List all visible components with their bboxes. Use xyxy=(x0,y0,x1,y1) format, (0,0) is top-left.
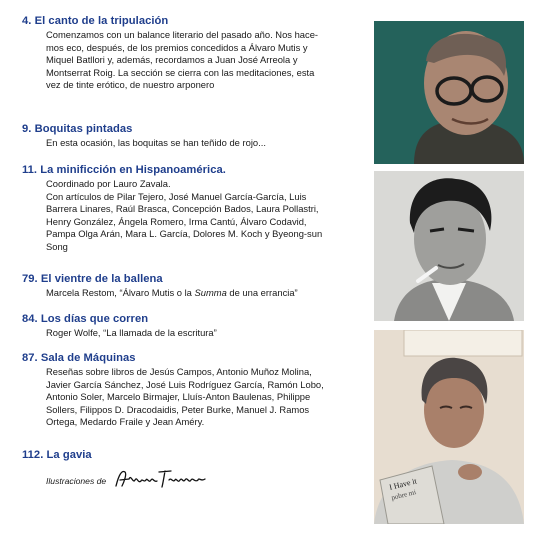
toc-entry-vientre[interactable] xyxy=(22,273,367,300)
toc-entry-boquitas[interactable] xyxy=(22,123,367,150)
toc-entry-canto[interactable] xyxy=(22,15,367,92)
entry-description: Marcela Restom, “Álvaro Mutis o la Summa de una errancia” xyxy=(46,287,298,298)
entry-description: Roger Wolfe, “La llamada de la escritura” xyxy=(46,327,217,338)
entry-title[interactable]: 79. El vientre de la ballena xyxy=(22,273,163,285)
entry-description: Reseñas sobre libros de Jesús Campos, Antonio Muñoz Molina, Javier García Sánchez, José Luis Rodríguez García, Ramón Lobo, Antonio Soler, Marcelo Birmajer, Lluís-Anton Baulenas, Philippe Sollers, Filippos D. Dracodaidis, Peter Burke, Manuel J. Ramos Ortega, Medardo Fraile y Jean Améry. xyxy=(46,366,324,428)
entry-title[interactable]: 4. El canto de la tripulación xyxy=(22,15,169,27)
book-cover-text-1: I Have it xyxy=(388,476,418,492)
man-with-cigarette-photo xyxy=(374,171,524,321)
illustrator-signature xyxy=(113,468,209,494)
toc-entry-minificcion[interactable] xyxy=(22,164,367,254)
entry-title[interactable]: 84. Los días que corren xyxy=(22,313,149,325)
entry-description: En esta ocasión, las boquitas se han teñido de rojo... xyxy=(46,137,266,148)
entry-title[interactable]: 112. La gavia xyxy=(22,449,92,461)
entry-description xyxy=(22,462,364,494)
entry-title[interactable]: 11. La minificción en Hispanoamérica. xyxy=(22,164,226,176)
entry-title[interactable]: 87. Sala de Máquinas xyxy=(22,352,136,364)
toc-entry-dias[interactable] xyxy=(22,313,367,340)
older-man-with-glasses-photo xyxy=(374,21,524,164)
toc-entry-sala-maquinas[interactable] xyxy=(22,352,367,429)
book-cover-text-2: pobre mi xyxy=(390,488,417,502)
entry-description: Coordinado por Lauro Zavala. Con artículos de Pilar Tejero, José Manuel García-García, Luis Barrera Linares, Raúl Brasca, Concepción Bados, Laura Pollastri, Henry González, Ángela Romero, Irma Cantú, Álvaro Codavid, Pampa Olga Arán, Mara L. García, Dolores M. Koch y Byeong-sun Song xyxy=(46,178,323,252)
entry-description: Comenzamos con un balance literario del pasado año. Nos hace- mos eco, después, de los premios concedidos a Álvaro Mutis y Miquel Batllori y, además, recordamos a Juan José Arreola y Montserrat Roig. La sección se cierra con las meditaciones, esta vez de tinte erótico, de nuestro arponero xyxy=(46,29,319,91)
entry-title[interactable]: 9. Boquitas pintadas xyxy=(22,123,133,135)
toc-entry-gavia[interactable] xyxy=(22,449,367,494)
man-reading-book-photo xyxy=(374,330,524,524)
illustrations-credit: Ilustraciones de xyxy=(46,475,107,486)
